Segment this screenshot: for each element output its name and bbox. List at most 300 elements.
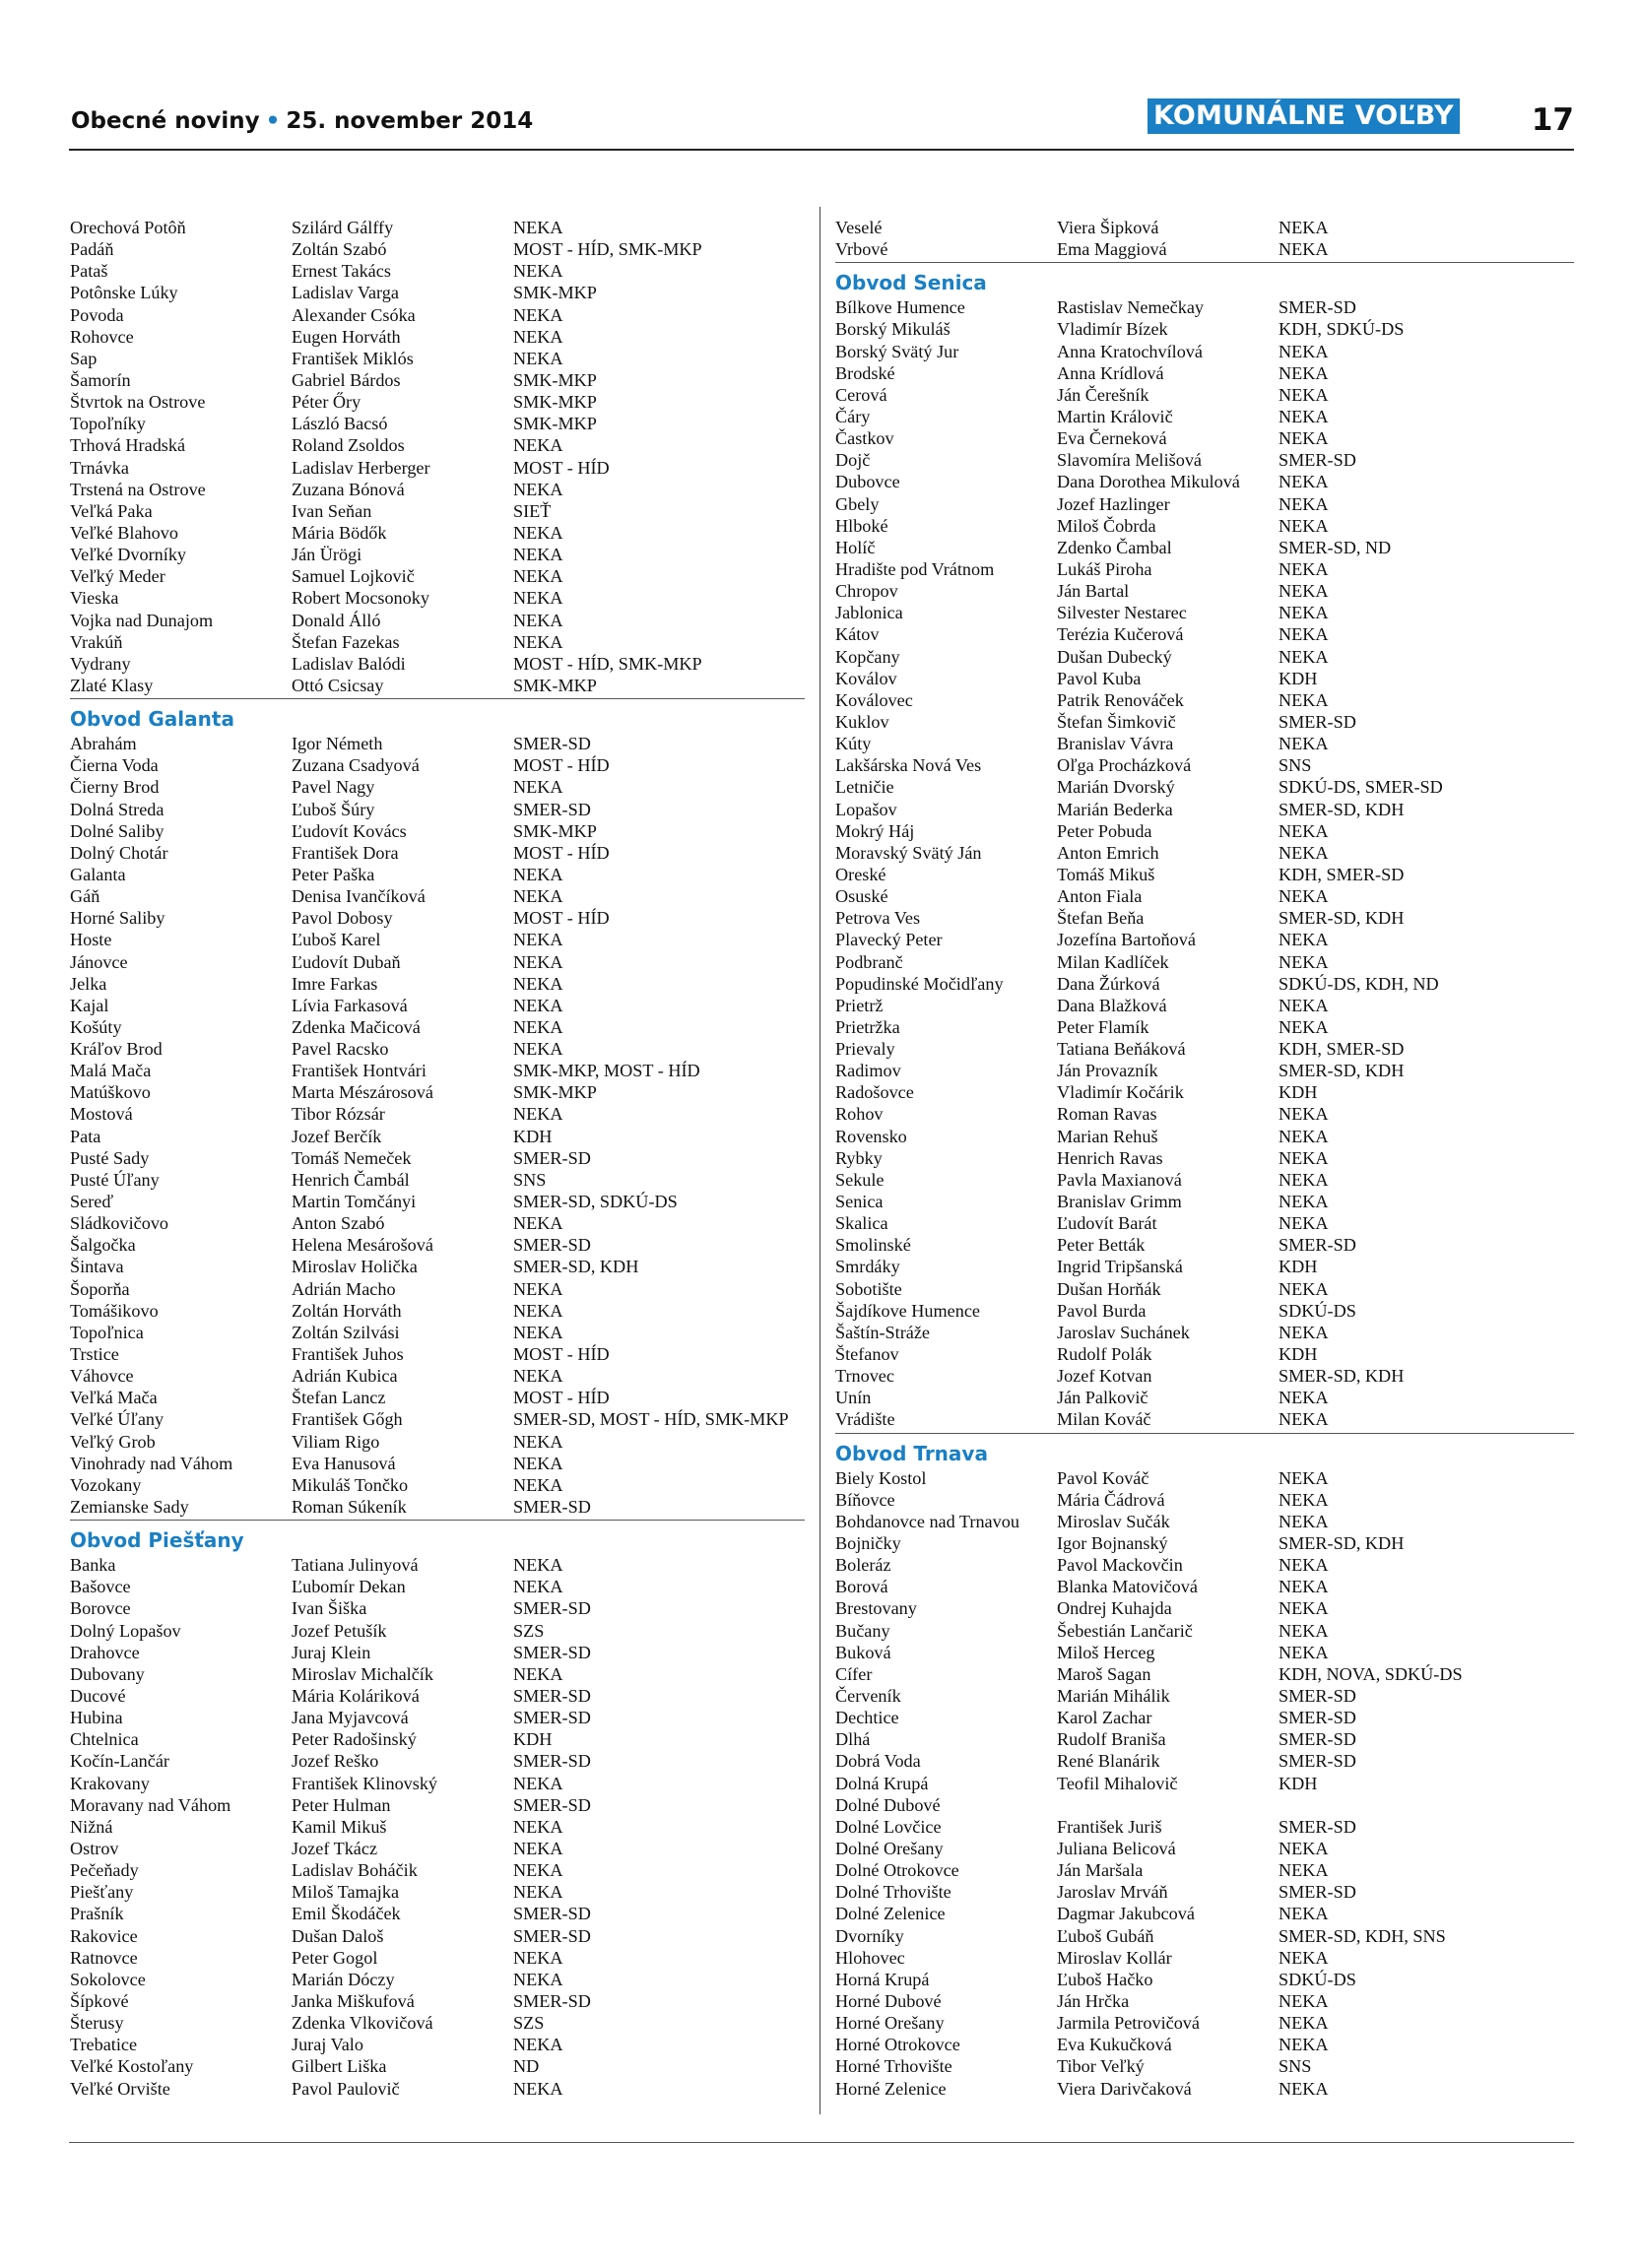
municipality-name: Horná Krupá: [835, 1969, 930, 1989]
municipality-name: Borský Mikuláš: [835, 319, 951, 340]
municipality-name: Holíč: [835, 537, 876, 557]
result-row: [835, 1322, 1574, 1343]
party-name: NEKA: [513, 261, 563, 282]
party-name: KDH, SMER-SD: [1279, 864, 1405, 884]
party-name: KDH: [1279, 1257, 1318, 1277]
municipality-name: Jelka: [70, 973, 107, 994]
result-row: [835, 1191, 1574, 1212]
mayor-name: Miroslav Holička: [292, 1257, 418, 1277]
mayor-name: František Dora: [292, 842, 399, 863]
mayor-name: Ľuboš Šúry: [292, 799, 375, 819]
result-row: [70, 1278, 805, 1300]
result-row: [70, 1663, 805, 1685]
municipality-name: Horné Orešany: [835, 2013, 945, 2034]
municipality-name: Sokolovce: [70, 1969, 146, 1989]
party-name: NEKA: [513, 1555, 563, 1576]
party-name: NEKA: [1279, 1278, 1329, 1299]
result-row: [70, 391, 805, 413]
mayor-name: Ottó Csicsay: [292, 675, 384, 695]
municipality-name: Trstice: [70, 1344, 119, 1365]
municipality-name: Zlaté Klasy: [70, 675, 154, 695]
mayor-name: Pavol Burda: [1057, 1300, 1147, 1321]
municipality-name: Trnávka: [70, 457, 129, 478]
party-name: NEKA: [513, 2078, 563, 2099]
mayor-name: Jarmila Petrovičová: [1057, 2013, 1200, 2034]
result-row: [835, 1554, 1574, 1576]
result-row: [835, 754, 1574, 776]
mayor-name: Zoltán Horváth: [292, 1300, 402, 1321]
result-row: [835, 2012, 1574, 2034]
municipality-name: Hoste: [70, 930, 112, 950]
result-row: [835, 995, 1574, 1016]
result-row: [70, 1387, 805, 1408]
result-row: [70, 1859, 805, 1881]
result-row: [835, 217, 1574, 238]
party-name: KDH: [1279, 1344, 1318, 1365]
municipality-name: Horné Dubové: [835, 1990, 942, 2011]
municipality-name: Vrbové: [835, 239, 888, 260]
result-row: [835, 1685, 1574, 1707]
mayor-name: Pavel Nagy: [292, 777, 375, 798]
municipality-name: Prietrž: [835, 995, 884, 1015]
party-name: NEKA: [513, 1431, 563, 1452]
mayor-name: Ladislav Herberger: [292, 457, 430, 478]
municipality-name: Banka: [70, 1555, 116, 1576]
municipality-name: Jánovce: [70, 951, 128, 972]
party-name: SMER-SD: [1279, 1235, 1356, 1256]
party-name: NEKA: [513, 1773, 563, 1793]
result-row: [70, 1728, 805, 1750]
result-row: [835, 341, 1574, 362]
municipality-name: Nižná: [70, 1816, 113, 1837]
party-name: NEKA: [513, 1838, 563, 1858]
municipality-name: Vrádište: [835, 1409, 895, 1430]
party-name: SDKÚ-DS: [1279, 1969, 1356, 1989]
municipality-name: Šaštín-Stráže: [835, 1322, 930, 1342]
result-row: [70, 260, 805, 282]
municipality-name: Plavecký Peter: [835, 930, 943, 950]
result-row: [70, 1147, 805, 1169]
party-name: SMER-SD: [513, 734, 591, 754]
party-name: SMER-SD: [513, 1751, 591, 1772]
municipality-name: Dolné Lovčice: [835, 1816, 942, 1837]
result-row: [835, 1773, 1574, 1794]
party-name: NEKA: [1279, 1904, 1329, 1924]
mayor-name: Blanka Matovičová: [1057, 1577, 1198, 1597]
mayor-name: Szilárd Gálffy: [292, 218, 394, 237]
mayor-name: Tibor Veľký: [1057, 2056, 1145, 2077]
mayor-name: Peter Radošinský: [292, 1729, 417, 1750]
result-row: [835, 427, 1574, 449]
mayor-name: Mikuláš Tončko: [292, 1474, 409, 1495]
party-name: SMER-SD: [1279, 1686, 1356, 1706]
municipality-name: Štvrtok na Ostrove: [70, 392, 206, 413]
result-row: [835, 1511, 1574, 1532]
mayor-name: Ján Maršala: [1057, 1860, 1144, 1881]
result-row: [70, 1707, 805, 1728]
party-name: NEKA: [513, 566, 563, 587]
party-name: NEKA: [1279, 1947, 1329, 1968]
result-row: [835, 973, 1574, 995]
district-heading: Obvod Galanta: [70, 698, 805, 733]
mayor-name: Robert Mocsonoky: [292, 588, 429, 609]
municipality-name: Rovensko: [835, 1126, 907, 1146]
mayor-name: Miroslav Michalčík: [292, 1663, 433, 1684]
result-row: [70, 1081, 805, 1103]
party-name: NEKA: [1279, 515, 1329, 536]
party-name: NEKA: [513, 973, 563, 994]
municipality-name: Prietržka: [835, 1016, 900, 1037]
municipality-name: Prašník: [70, 1904, 124, 1924]
party-name: SMER-SD: [513, 1686, 591, 1706]
party-name: NEKA: [513, 1213, 563, 1234]
municipality-name: Vrakúň: [70, 631, 123, 652]
result-row: [70, 1343, 805, 1365]
party-name: NEKA: [1279, 603, 1329, 623]
party-name: NEKA: [513, 326, 563, 347]
municipality-name: Pečeňady: [70, 1860, 139, 1881]
party-name: SMER-SD, ND: [1279, 537, 1392, 557]
result-row: [70, 864, 805, 885]
result-row: [70, 2055, 805, 2077]
mayor-name: Karol Zachar: [1057, 1708, 1152, 1728]
party-name: SMER-SD: [513, 1598, 591, 1619]
party-name: MOST - HÍD: [513, 1388, 610, 1408]
party-name: MOST - HÍD: [513, 842, 610, 863]
mayor-name: Pavla Maxianová: [1057, 1169, 1182, 1190]
party-name: NEKA: [513, 1322, 563, 1342]
municipality-name: Sereď: [70, 1192, 114, 1212]
result-row: [835, 1707, 1574, 1728]
party-name: NEKA: [1279, 2013, 1329, 2034]
result-row: [70, 1365, 805, 1387]
municipality-name: Dojč: [835, 450, 871, 471]
bullet-separator: •: [265, 108, 281, 134]
municipality-name: Šípkové: [70, 1990, 129, 2011]
party-name: NEKA: [513, 218, 563, 237]
mayor-name: Tatiana Julinyová: [292, 1555, 419, 1576]
result-row: [70, 1103, 805, 1125]
mayor-name: Peter Hulman: [292, 1794, 391, 1815]
party-name: SMK-MKP, MOST - HÍD: [513, 1061, 700, 1081]
mayor-name: Pavol Mackovčin: [1057, 1555, 1183, 1576]
mayor-name: Slavomíra Melišová: [1057, 450, 1202, 471]
mayor-name: Adrián Macho: [292, 1278, 396, 1299]
party-name: MOST - HÍD: [513, 457, 610, 478]
party-name: SMER-SD, SDKÚ-DS: [513, 1192, 678, 1212]
mayor-name: Rastislav Nemečkay: [1057, 297, 1204, 318]
result-row: [835, 406, 1574, 427]
result-row: [70, 1969, 805, 1990]
mayor-name: Adrián Kubica: [292, 1366, 398, 1387]
party-name: NEKA: [1279, 1577, 1329, 1597]
municipality-name: Senica: [835, 1192, 884, 1212]
mayor-name: Eugen Horváth: [292, 326, 401, 347]
mayor-name: Juraj Valo: [292, 2035, 363, 2055]
municipality-name: Veľká Mača: [70, 1388, 158, 1408]
result-row: [70, 675, 805, 696]
mayor-name: Štefan Šimkovič: [1057, 711, 1176, 732]
mayor-name: Dana Dorothea Mikulová: [1057, 472, 1240, 492]
mayor-name: Tomáš Nemeček: [292, 1147, 412, 1168]
mayor-name: Jozef Petušík: [292, 1620, 387, 1641]
result-row: [835, 711, 1574, 733]
municipality-name: Sládkovičovo: [70, 1213, 169, 1234]
municipality-name: Veľký Grob: [70, 1431, 156, 1452]
result-row: [835, 1990, 1574, 2012]
party-name: SZS: [513, 1620, 545, 1641]
party-name: NEKA: [1279, 1489, 1329, 1510]
result-row: [835, 1881, 1574, 1903]
party-name: SMER-SD: [513, 1497, 591, 1518]
party-name: SMK-MKP: [513, 1082, 597, 1103]
mayor-name: František Hontvári: [292, 1061, 426, 1081]
municipality-name: Sekule: [835, 1169, 885, 1190]
municipality-name: Rybky: [835, 1147, 883, 1168]
municipality-name: Borský Svätý Jur: [835, 341, 959, 361]
municipality-name: Koválov: [835, 668, 897, 688]
party-name: SDKÚ-DS: [1279, 1300, 1356, 1321]
result-row: [835, 1212, 1574, 1234]
municipality-name: Dubovce: [835, 472, 900, 492]
district-heading: Obvod Piešťany: [70, 1520, 805, 1554]
municipality-name: Pusté Sady: [70, 1147, 150, 1168]
municipality-name: Radošovce: [835, 1082, 914, 1103]
result-row: [70, 2034, 805, 2055]
result-row: [70, 587, 805, 609]
mayor-name: Miloš Herceg: [1057, 1642, 1155, 1662]
party-name: NEKA: [513, 348, 563, 368]
party-name: SNS: [513, 1169, 547, 1190]
municipality-name: Horné Otrokovce: [835, 2035, 960, 2055]
party-name: SMER-SD: [513, 1708, 591, 1728]
result-row: [835, 1169, 1574, 1191]
mayor-name: Branislav Vávra: [1057, 734, 1174, 754]
mayor-name: Vladimír Bízek: [1057, 319, 1168, 340]
result-row: [70, 1903, 805, 1924]
result-row: [835, 1408, 1574, 1430]
municipality-name: Zemianske Sady: [70, 1497, 189, 1518]
mayor-name: Dagmar Jakubcová: [1057, 1904, 1195, 1924]
mayor-name: Jaroslav Mrváň: [1057, 1882, 1168, 1903]
mayor-name: František Juriš: [1057, 1816, 1162, 1837]
result-row: [70, 326, 805, 348]
result-row: [70, 733, 805, 754]
municipality-name: Rakovice: [70, 1925, 138, 1946]
party-name: MOST - HÍD: [513, 1344, 610, 1365]
municipality-name: Častkov: [835, 428, 894, 449]
municipality-name: Topoľníky: [70, 414, 146, 434]
municipality-name: Ostrov: [70, 1838, 119, 1858]
result-row: [835, 885, 1574, 907]
result-row: [70, 500, 805, 522]
municipality-name: Hradište pod Vrátnom: [835, 558, 995, 579]
newspaper-name: Obecné noviny: [71, 108, 260, 134]
municipality-name: Drahovce: [70, 1642, 140, 1662]
municipality-name: Veľké Blahovo: [70, 522, 178, 543]
mayor-name: Ján Bartal: [1057, 581, 1130, 602]
party-name: SMK-MKP: [513, 369, 597, 390]
municipality-name: Koválovec: [835, 689, 913, 710]
result-row: [835, 1489, 1574, 1511]
party-name: NEKA: [1279, 1192, 1329, 1212]
mayor-name: Ivan Seňan: [292, 500, 372, 521]
municipality-name: Topoľnica: [70, 1322, 144, 1342]
municipality-name: Košúty: [70, 1016, 122, 1037]
result-row: [70, 544, 805, 565]
party-name: NEKA: [513, 1860, 563, 1881]
result-row: [70, 1576, 805, 1597]
party-name: NEKA: [513, 1016, 563, 1037]
party-name: NEKA: [513, 522, 563, 543]
municipality-name: Kajal: [70, 995, 109, 1015]
party-name: NEKA: [513, 930, 563, 950]
result-row: [70, 1881, 805, 1903]
mayor-name: František Miklós: [292, 348, 414, 368]
municipality-name: Oreské: [835, 864, 886, 884]
municipality-name: Vinohrady nad Váhom: [70, 1453, 233, 1473]
result-row: [70, 1474, 805, 1496]
party-name: SMK-MKP: [513, 283, 597, 303]
municipality-name: Veľký Meder: [70, 566, 165, 587]
left-column: [70, 217, 805, 2100]
municipality-name: Hubina: [70, 1708, 123, 1728]
party-name: SMK-MKP: [513, 675, 597, 695]
party-name: KDH: [1279, 668, 1318, 688]
party-name: NEKA: [1279, 951, 1329, 972]
mayor-name: Ľubomír Dekan: [292, 1577, 406, 1597]
mayor-name: Emil Škodáček: [292, 1904, 401, 1924]
party-name: NEKA: [513, 1947, 563, 1968]
municipality-name: Šterusy: [70, 2013, 124, 2034]
municipality-name: Horné Saliby: [70, 908, 165, 929]
result-row: [70, 1038, 805, 1060]
mayor-name: Zoltán Szabó: [292, 239, 387, 260]
party-name: NEKA: [1279, 428, 1329, 449]
result-row: [835, 1642, 1574, 1663]
municipality-name: Veselé: [835, 218, 883, 237]
municipality-name: Unín: [835, 1388, 872, 1408]
district-heading: Obvod Senica: [835, 262, 1574, 296]
result-row: [835, 776, 1574, 798]
result-row: [835, 799, 1574, 820]
result-row: [835, 733, 1574, 754]
party-name: KDH, SDKÚ-DS: [1279, 319, 1405, 340]
result-row: [835, 1969, 1574, 1990]
mayor-name: Igor Németh: [292, 734, 383, 754]
municipality-name: Trnovec: [835, 1366, 894, 1387]
party-name: NEKA: [1279, 384, 1329, 405]
mayor-name: Péter Őry: [292, 392, 361, 413]
result-row: [70, 754, 805, 776]
mayor-name: Mária Čádrová: [1057, 1489, 1165, 1510]
municipality-name: Kopčany: [835, 646, 900, 667]
mayor-name: Dušan Horňák: [1057, 1278, 1161, 1299]
mayor-name: Marian Rehuš: [1057, 1126, 1158, 1146]
header-rule: [69, 149, 1574, 151]
party-name: NEKA: [1279, 1147, 1329, 1168]
mayor-name: Vladimír Kočárik: [1057, 1082, 1184, 1103]
district-heading: Obvod Trnava: [835, 1433, 1574, 1467]
mayor-name: Viera Darivčaková: [1057, 2078, 1192, 2099]
party-name: SNS: [1279, 755, 1312, 776]
municipality-name: Vieska: [70, 588, 119, 609]
mayor-name: Ľudovít Dubaň: [292, 951, 401, 972]
mayor-name: Gabriel Bárdos: [292, 369, 401, 390]
result-row: [70, 1794, 805, 1816]
result-row: [835, 1467, 1574, 1489]
municipality-name: Dlhá: [835, 1729, 871, 1750]
mayor-name: Anna Kratochvílová: [1057, 341, 1203, 361]
municipality-name: Boleráz: [835, 1555, 891, 1576]
party-name: NEKA: [1279, 734, 1329, 754]
party-name: ND: [513, 2056, 540, 2077]
result-row: [70, 1169, 805, 1191]
party-name: SMER-SD, KDH: [1279, 908, 1405, 929]
result-row: [70, 457, 805, 479]
party-name: NEKA: [1279, 218, 1329, 237]
mayor-name: Silvester Nestarec: [1057, 603, 1187, 623]
mayor-name: Štefan Lancz: [292, 1388, 386, 1408]
mayor-name: Eva Kukučková: [1057, 2035, 1172, 2055]
municipality-name: Radimov: [835, 1061, 901, 1081]
result-row: [70, 1642, 805, 1663]
party-name: SMER-SD: [1279, 1708, 1356, 1728]
party-name: NEKA: [513, 1474, 563, 1495]
result-row: [70, 820, 805, 842]
municipality-name: Šoporňa: [70, 1278, 130, 1299]
party-name: NEKA: [513, 1816, 563, 1837]
result-row: [70, 565, 805, 587]
party-name: KDH: [1279, 1082, 1318, 1103]
mayor-name: Samuel Lojkovič: [292, 566, 415, 587]
result-row: [835, 602, 1574, 623]
municipality-name: Dolné Dubové: [835, 1794, 941, 1815]
mayor-name: Henrich Čambál: [292, 1169, 410, 1190]
mayor-name: Juliana Belicová: [1057, 1838, 1176, 1858]
mayor-name: Marián Dvorský: [1057, 777, 1175, 798]
municipality-name: Šalgočka: [70, 1235, 136, 1256]
result-row: [835, 842, 1574, 864]
party-name: NEKA: [513, 1577, 563, 1597]
mayor-name: Kamil Mikuš: [292, 1816, 387, 1837]
mayor-name: Imre Farkas: [292, 973, 378, 994]
mayor-name: [1057, 1794, 1279, 1816]
municipality-name: Mokrý Háj: [835, 820, 915, 841]
result-row: [70, 995, 805, 1016]
party-name: NEKA: [1279, 1598, 1329, 1619]
mayor-name: Ladislav Balódi: [292, 653, 406, 674]
municipality-name: Dolné Saliby: [70, 820, 164, 841]
party-name: KDH: [513, 1729, 553, 1750]
result-row: [70, 1496, 805, 1518]
mayor-name: Milan Kadlíček: [1057, 951, 1169, 972]
result-row: [70, 653, 805, 675]
result-row: [835, 2055, 1574, 2077]
result-row: [835, 689, 1574, 711]
mayor-name: Jaroslav Suchánek: [1057, 1322, 1190, 1342]
mayor-name: Ján Čerešník: [1057, 384, 1149, 405]
municipality-name: Cerová: [835, 384, 887, 405]
municipality-name: Dolné Otrokovce: [835, 1860, 959, 1881]
mayor-name: Ján Hrčka: [1057, 1990, 1130, 2011]
issue-date: 25. november 2014: [286, 108, 534, 134]
result-row: [70, 304, 805, 326]
result-row: [835, 1794, 1574, 1816]
result-row: [835, 515, 1574, 537]
mayor-name: Tibor Rózsár: [292, 1104, 385, 1125]
municipality-name: Čáry: [835, 406, 871, 426]
